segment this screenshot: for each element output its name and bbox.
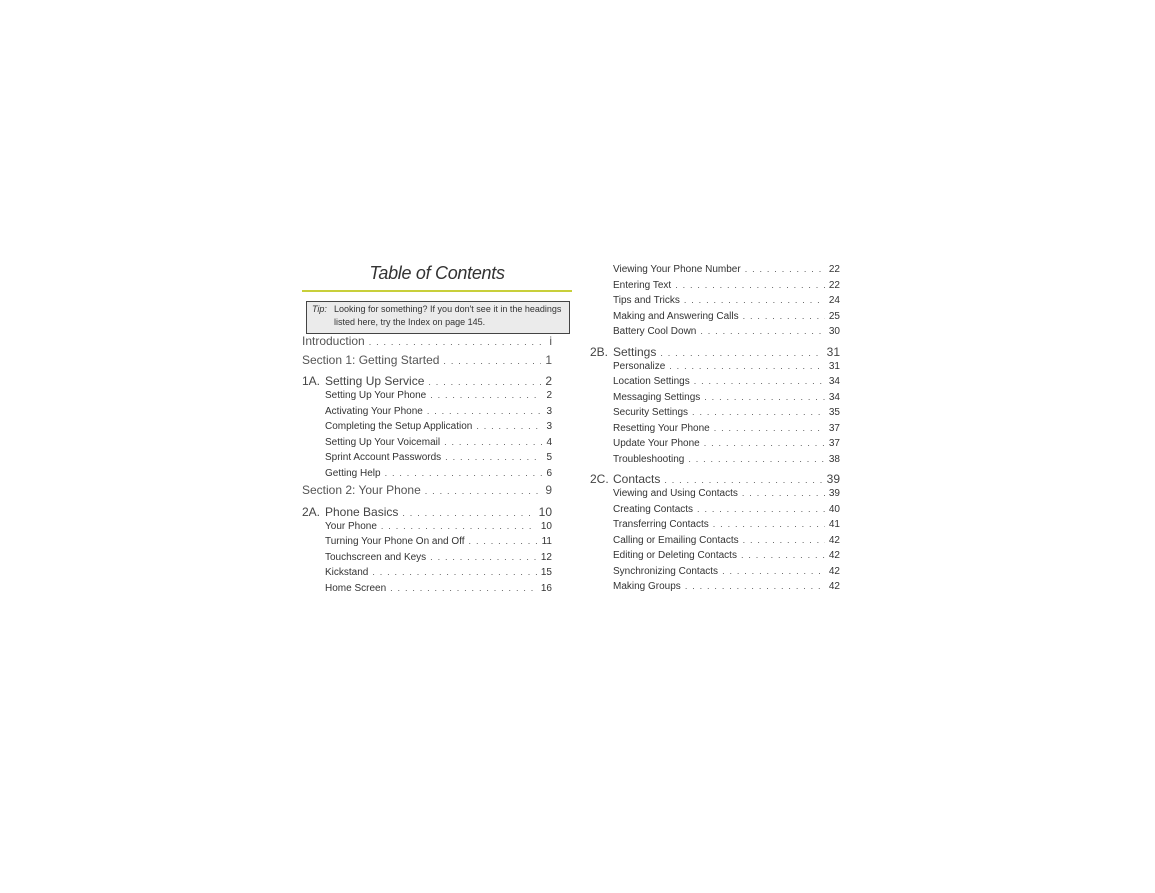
toc-page-number: 37 <box>828 438 840 449</box>
dot-leader <box>745 264 825 274</box>
toc-entry-title <box>613 438 700 449</box>
toc-entry-sub[interactable] <box>302 452 552 468</box>
toc-entry-label: Tips and Tricks <box>613 295 680 306</box>
page-title: Table of Contents <box>369 263 505 283</box>
toc-page-number: i <box>549 334 552 348</box>
dot-leader <box>741 550 825 560</box>
toc-page-number: 5 <box>546 452 552 463</box>
toc-entry-label: Home Screen <box>325 582 387 594</box>
dot-leader <box>445 452 542 462</box>
dot-leader <box>675 280 825 290</box>
dot-leader <box>385 468 543 478</box>
toc-entry-title <box>613 519 709 530</box>
toc-entry-top[interactable] <box>302 483 552 502</box>
toc-entry-title <box>325 536 465 547</box>
toc-entry-title <box>613 311 739 322</box>
toc-entry-sub[interactable] <box>302 468 552 484</box>
toc-page-number: 41 <box>828 519 840 530</box>
toc-page-number: 42 <box>828 581 840 592</box>
toc-page-number: 12 <box>540 551 552 563</box>
toc-entry-label: Location Settings <box>613 376 690 387</box>
toc-entry-title <box>613 295 680 306</box>
tip-box <box>306 301 570 334</box>
toc-entry-sub[interactable] <box>590 566 840 582</box>
toc-entry-sub[interactable] <box>302 583 552 599</box>
toc-entry-sub[interactable] <box>302 552 552 568</box>
toc-entry-title <box>613 392 700 403</box>
toc-entry-title <box>325 452 441 463</box>
toc-entry-sub[interactable] <box>590 326 840 342</box>
toc-entry-title <box>613 326 696 337</box>
toc-entry-label: Turning Your Phone On and Off <box>325 536 465 547</box>
toc-entry-sub[interactable] <box>590 454 840 470</box>
toc-entry-sub[interactable] <box>302 390 552 406</box>
toc-entry-sub[interactable] <box>590 488 840 504</box>
toc-entry-label: Update Your Phone <box>613 438 700 449</box>
toc-page-number: 37 <box>828 422 840 434</box>
toc-page-number: 3 <box>546 405 552 417</box>
toc-entry-label: Introduction <box>302 334 365 348</box>
toc-entry-sub[interactable] <box>590 280 840 296</box>
toc-entry-label: Troubleshooting <box>613 453 685 465</box>
toc-entry-label: Your Phone <box>325 520 377 532</box>
toc-entry-sub[interactable] <box>590 423 840 439</box>
toc-entry-sub[interactable] <box>590 535 840 551</box>
toc-entry-title <box>302 483 421 497</box>
tip-line-2: listed here, try the Index on page 145. <box>334 317 486 327</box>
toc-page-number: 10 <box>538 504 552 519</box>
dot-leader <box>700 326 825 336</box>
tip-label: Tip: <box>312 304 327 314</box>
dot-leader <box>664 475 822 485</box>
toc-entry-sub[interactable] <box>590 361 840 377</box>
toc-entry-label: Getting Help <box>325 467 381 479</box>
toc-entry-label: Setting Up Your Voicemail <box>325 436 441 448</box>
toc-entry-sub[interactable] <box>302 521 552 537</box>
toc-entry-title <box>325 583 386 594</box>
dot-leader <box>430 552 537 562</box>
toc-entry-title <box>613 423 710 434</box>
toc-entry-title <box>613 535 739 546</box>
toc-entry-sec[interactable] <box>302 505 552 521</box>
toc-entry-title <box>302 505 398 519</box>
toc-entry-sub[interactable] <box>590 438 840 454</box>
section-number: 2B. <box>590 344 609 359</box>
toc-entry-label: Security Settings <box>613 407 689 418</box>
toc-entry-title <box>613 488 738 499</box>
toc-page-number: 6 <box>546 467 552 479</box>
toc-page-number: 30 <box>828 326 840 337</box>
toc-entry-title <box>325 552 426 563</box>
dot-leader <box>660 348 822 358</box>
toc-page-number: 11 <box>541 536 552 547</box>
toc-entry-title <box>613 581 681 592</box>
toc-entry-title <box>613 504 693 515</box>
toc-entry-sub[interactable] <box>590 376 840 392</box>
toc-entry-title <box>613 376 690 387</box>
toc-entry-label: Synchronizing Contacts <box>613 565 719 577</box>
toc-entry-title <box>302 334 365 348</box>
toc-page-number: 42 <box>828 550 840 561</box>
toc-page-number: 10 <box>540 520 552 532</box>
toc-entry-title <box>613 280 671 291</box>
toc-entry-sub[interactable] <box>590 264 840 280</box>
toc-entry-label: Settings <box>613 344 657 359</box>
title-underline <box>302 290 572 292</box>
toc-page-number: 4 <box>546 436 552 448</box>
dot-leader <box>443 356 541 366</box>
section-number: 1A. <box>302 374 321 388</box>
dot-leader <box>688 454 825 464</box>
toc-page-number: 15 <box>540 567 552 578</box>
toc-entry-title <box>613 264 741 275</box>
toc-entry-label: Phone Basics <box>325 504 399 519</box>
dot-leader <box>669 361 825 371</box>
toc-page-number: 40 <box>828 503 840 515</box>
toc-entry-label: Resetting Your Phone <box>613 422 710 434</box>
toc-page-number: 22 <box>828 279 840 291</box>
dot-leader <box>685 581 825 591</box>
toc-entry-title <box>590 472 660 486</box>
toc-entry-label: Activating Your Phone <box>325 405 423 417</box>
toc-page-number: 34 <box>828 391 840 403</box>
toc-page-number: 39 <box>828 488 840 499</box>
toc-entry-title <box>590 345 656 359</box>
section-number: 2C. <box>590 472 609 486</box>
dot-leader <box>427 406 543 416</box>
dot-leader <box>430 390 542 400</box>
toc-entry-top[interactable] <box>302 353 552 372</box>
dot-leader <box>684 295 825 305</box>
dot-leader <box>444 437 542 447</box>
dot-leader <box>402 508 534 518</box>
toc-entry-title <box>613 566 718 577</box>
dot-leader <box>742 488 825 498</box>
toc-entry-label: Setting Up Service <box>325 374 425 388</box>
dot-leader <box>713 519 825 529</box>
toc-right-column <box>590 264 840 597</box>
toc-entry-title <box>325 437 440 448</box>
toc-entry-title <box>325 468 381 479</box>
toc-entry-label: Touchscreen and Keys <box>325 551 427 563</box>
toc-entry-sub[interactable] <box>302 536 552 552</box>
dot-leader <box>476 421 542 431</box>
dot-leader <box>469 536 538 546</box>
toc-page-number: 39 <box>826 472 840 486</box>
toc-entry-label: Section 2: Your Phone <box>302 483 421 497</box>
toc-entry-title <box>325 390 426 401</box>
toc-entry-label: Viewing and Using Contacts <box>613 488 738 499</box>
dot-leader <box>697 504 825 514</box>
dot-leader <box>425 486 542 496</box>
toc-entry-sub[interactable] <box>590 407 840 423</box>
toc-entry-sub[interactable] <box>590 295 840 311</box>
toc-entry-label: Section 1: Getting Started <box>302 352 440 367</box>
toc-entry-label: Editing or Deleting Contacts <box>613 550 737 561</box>
toc-entry-label: Viewing Your Phone Number <box>613 264 741 275</box>
toc-entry-sub[interactable] <box>590 550 840 566</box>
dot-leader <box>743 311 825 321</box>
toc-entry-sub[interactable] <box>302 406 552 422</box>
toc-entry-top[interactable] <box>302 334 552 353</box>
toc-entry-title <box>613 454 684 465</box>
dot-leader <box>692 407 825 417</box>
dot-leader <box>714 423 825 433</box>
toc-entry-sec[interactable] <box>590 472 840 488</box>
toc-entry-label: Contacts <box>613 472 661 486</box>
dot-leader <box>694 376 825 386</box>
toc-page-number: 42 <box>828 534 840 546</box>
toc-page-number: 9 <box>545 483 552 497</box>
toc-entry-title <box>302 374 424 388</box>
dot-leader <box>390 583 537 593</box>
toc-entry-label: Messaging Settings <box>613 391 701 403</box>
dot-leader <box>428 377 541 387</box>
toc-page-number: 31 <box>826 344 840 359</box>
tip-line-1: Looking for something? If you don't see it in the headings <box>334 304 562 314</box>
toc-page-number: 34 <box>828 376 840 387</box>
toc-entry-sub[interactable] <box>302 567 552 583</box>
toc-page-number: 22 <box>828 264 840 275</box>
toc-entry-sub[interactable] <box>590 504 840 520</box>
dot-leader <box>722 566 825 576</box>
toc-page-number: 1 <box>545 352 552 367</box>
toc-entry-sub[interactable] <box>590 311 840 327</box>
toc-entry-label: Calling or Emailing Contacts <box>613 534 739 546</box>
dot-leader <box>743 535 825 545</box>
toc-entry-sub[interactable] <box>590 392 840 408</box>
toc-page-number: 24 <box>828 295 840 306</box>
toc-entry-title <box>613 361 665 372</box>
toc-entry-label: Kickstand <box>325 567 369 578</box>
dot-leader <box>704 392 825 402</box>
toc-entry-label: Making Groups <box>613 581 681 592</box>
toc-page-number: 2 <box>546 390 552 401</box>
toc-entry-label: Setting Up Your Phone <box>325 390 427 401</box>
dot-leader <box>372 567 537 577</box>
toc-entry-label: Creating Contacts <box>613 503 694 515</box>
toc-page-number: 3 <box>546 421 552 432</box>
toc-entry-label: Battery Cool Down <box>613 326 697 337</box>
toc-entry-label: Personalize <box>613 360 666 372</box>
dot-leader <box>369 337 546 347</box>
toc-page-number: 31 <box>828 360 840 372</box>
toc-page-number: 42 <box>828 565 840 577</box>
toc-entry-sub[interactable] <box>302 437 552 453</box>
toc-entry-label: Sprint Account Passwords <box>325 452 442 463</box>
section-number: 2A. <box>302 504 321 519</box>
toc-entry-title <box>325 421 472 432</box>
toc-entry-label: Entering Text <box>613 279 672 291</box>
toc-entry-title <box>325 567 368 578</box>
toc-page-number: 16 <box>540 582 552 594</box>
toc-entry-sec[interactable] <box>590 345 840 361</box>
toc-entry-title <box>325 521 377 532</box>
toc-entry-sec[interactable] <box>302 374 552 390</box>
toc-left-column <box>302 334 552 598</box>
toc-entry-sub[interactable] <box>590 581 840 597</box>
toc-entry-title <box>325 406 423 417</box>
toc-entry-title <box>302 353 439 367</box>
toc-page-number: 25 <box>828 310 840 322</box>
toc-page-number: 35 <box>828 407 840 418</box>
toc-page-number: 38 <box>828 453 840 465</box>
toc-entry-sub[interactable] <box>590 519 840 535</box>
toc-page-number: 2 <box>545 374 552 388</box>
dot-leader <box>704 438 825 448</box>
toc-entry-title <box>613 407 688 418</box>
toc-entry-label: Transferring Contacts <box>613 519 709 530</box>
toc-entry-sub[interactable] <box>302 421 552 437</box>
dot-leader <box>381 521 537 531</box>
toc-entry-label: Making and Answering Calls <box>613 310 739 322</box>
toc-entry-label: Completing the Setup Application <box>325 421 473 432</box>
toc-entry-title <box>613 550 737 561</box>
